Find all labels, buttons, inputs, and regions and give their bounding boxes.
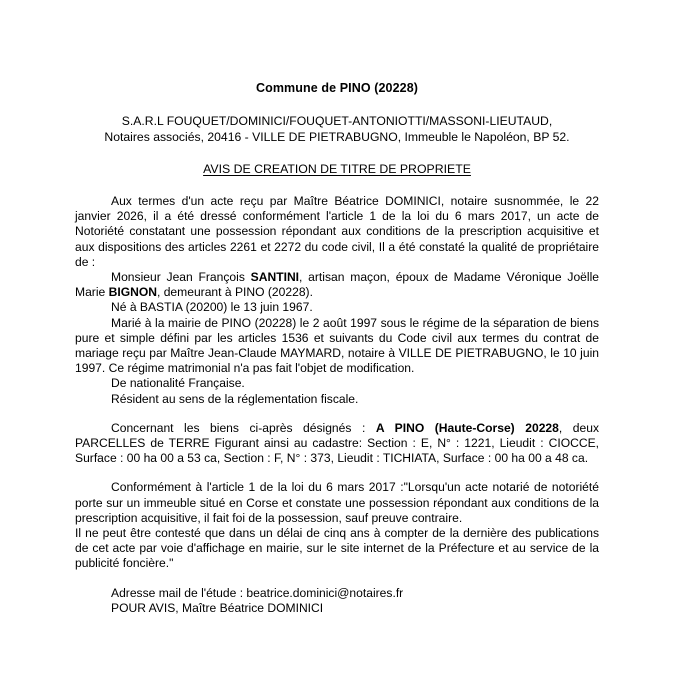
study-email-line: Adresse mail de l'étude : beatrice.dominici@notaires.fr xyxy=(111,585,404,600)
spouse-given-name: Marie xyxy=(75,285,109,300)
owner-name-paragraph xyxy=(75,270,599,300)
notice-heading xyxy=(75,161,599,177)
property-location: A PINO (Haute-Corse) 20228 xyxy=(375,420,559,435)
paragraph-marriage-regime: Marié à la mairie de PINO (20228) le 2 août 1997 sous le régime de la séparation de biens pure et simple défini par les articles 1536 et suivants du Code civil aux termes du contrat de mariage reçu par Maître Jean-Claude MAYMARD, notaire à VILLE DE PIETRABUGNO, le 10 juin 1997. Ce régime matrimonial n'a pas fait l'objet de modification. xyxy=(75,315,599,376)
owner-occupation-spouse: , artisan maçon, époux de Madame Véronique Joëlle xyxy=(299,270,599,285)
owner-residence: , demeurant à PINO (20228). xyxy=(156,285,313,300)
commune-title: Commune de PINO (20228) xyxy=(255,81,419,95)
owner-nationality-line: De nationalité Française. xyxy=(111,376,245,391)
paragraph-property-designation xyxy=(75,421,599,467)
firm-address-line: Notaires associés, 20416 - VILLE DE PIETRABUGNO, Immeuble le Napoléon, BP 52. xyxy=(104,129,570,144)
notice-heading-text: AVIS DE CREATION DE TITRE DE PROPRIETE xyxy=(203,162,471,176)
paragraph-contest-period: Il ne peut être contesté que dans un délai de cinq ans à compter de la dernière des publications de cet acte par voie d'affichage en mairie, sur le site internet de la Préfecture et au service de la publicité foncière." xyxy=(75,526,599,571)
spouse-surname: BIGNON xyxy=(108,285,157,300)
notary-firm-block xyxy=(75,114,599,145)
signature-line: POUR AVIS, Maître Béatrice DOMINICI xyxy=(111,600,324,615)
owner-given-names: Monsieur Jean François xyxy=(111,270,251,285)
footer-spacer xyxy=(75,572,599,586)
property-intro-text: Concernant les biens ci-après désignés : xyxy=(111,420,376,435)
owner-residence-status-line: Résident au sens de la réglementation fiscale. xyxy=(111,391,359,406)
paragraph-acte-notoriete: Aux termes d'un acte reçu par Maître Béatrice DOMINICI, notaire susnommée, le 22 janvier 2026, il a été dressé conformément l'article 1 de la loi du 6 mars 2017, un acte de Notoriété constatant une possession répondant aux conditions de la prescription acquisitive et aux dispositions des articles 2261 et 2272 du code civil, Il a été constaté la qualité de propriétaire de : xyxy=(75,194,599,269)
owner-birth-line: Né à BASTIA (20200) le 13 juin 1967. xyxy=(111,300,313,315)
property-cadastre-details: , deux PARCELLES de TERRE Figurant ainsi au cadastre: Section : E, N° : 1221, Lieudit : CIOCCE, Surface : 00 ha 00 a 53 ca, Section : F, N° : 373, Lieudit : TICHIATA, Surface : 00 ha 00 a 48 ca. xyxy=(75,420,599,466)
paragraph-law-quote: Conformément à l'article 1 de la loi du 6 mars 2017 :"Lorsqu'un acte notarié de notoriété porte sur un immeuble situé en Corse et constate une possession répondant aux conditions de la prescription acquisitive, il fait foi de la possession, sauf preuve contraire. xyxy=(75,480,599,525)
owner-identity-block xyxy=(75,270,599,300)
firm-name-line: S.A.R.L FOUQUET/DOMINICI/FOUQUET-ANTONIOTTI/MASSONI-LIEUTAUD, xyxy=(121,114,553,128)
document-body xyxy=(75,80,599,616)
owner-surname: SANTINI xyxy=(250,270,300,285)
